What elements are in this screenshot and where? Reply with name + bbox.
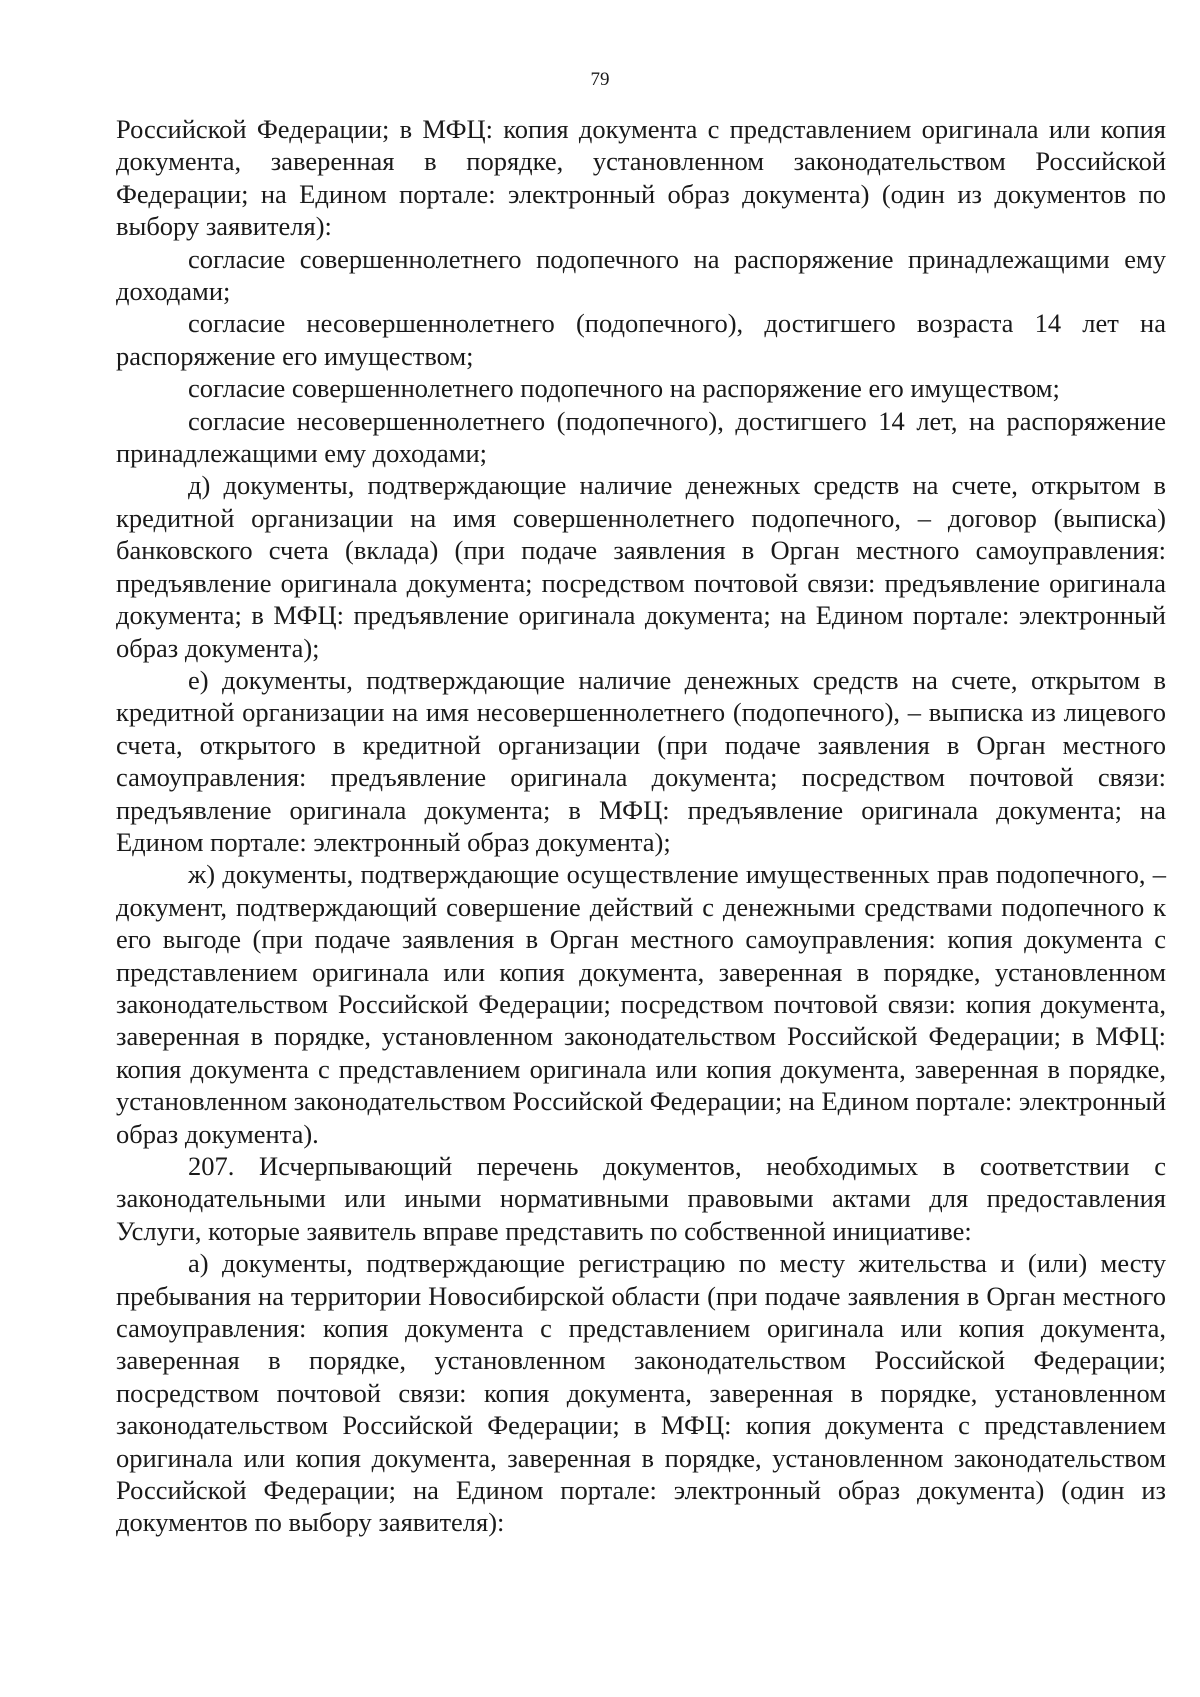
paragraph-item-d: д) документы, подтверждающие наличие денежных средств на счете, открытом в кредитной организации на имя совершеннолетнего подопечного, – договор (выписка) банковского счета (вклада) (при подаче заявления в Орган местного самоуправления: предъявление оригинала документа; посредством почтовой связи: предъявление оригинала документа; в МФЦ: предъявление оригинала документа; на Едином портале: электронный образ документа); — [116, 470, 1166, 663]
paragraph-item-zh: ж) документы, подтверждающие осуществление имущественных прав подопечного, – документ, подтверждающий совершение действий с денежными средствами подопечного к его выгоде (при подаче заявления в Орган местного самоуправления: копия документа с представлением оригинала или копия документа, заверенная в порядке, установленном законодательством Российской Федерации; посредством почтовой связи: копия документа, заверенная в порядке, установленном законодательством Российской Федерации; в МФЦ: копия документа с представлением оригинала или копия документа, заверенная в порядке, установленном законодательством Российской Федерации; на Едином портале: электронный образ документа). — [116, 859, 1166, 1149]
paragraph-consent-minor-property: согласие несовершеннолетнего (подопечного), достигшего возраста 14 лет на распоряжение его имуществом; — [116, 308, 1166, 371]
paragraph-continuation: Российской Федерации; в МФЦ: копия документа с представлением оригинала или копия документа, заверенная в порядке, установленном законодательством Российской Федерации; на Едином портале: электронный образ документа) (один из документов по выбору заявителя): — [116, 114, 1166, 242]
paragraph-consent-adult-income: согласие совершеннолетнего подопечного на распоряжение принадлежащими ему доходами; — [116, 243, 1166, 307]
page-number: 79 — [590, 69, 610, 90]
paragraph-consent-adult-property: согласие совершеннолетнего подопечного на распоряжение его имуществом; — [188, 373, 1060, 404]
document-body — [116, 113, 1166, 1539]
paragraph-clause-207: 207. Исчерпывающий перечень документов, необходимых в соответствии с законодательными или иными нормативными правовыми актами для предоставления Услуги, которые заявитель вправе представить по собственной инициативе: — [116, 1151, 1166, 1246]
paragraph-consent-minor-income: согласие несовершеннолетнего (подопечного), достигшего 14 лет, на распоряжение принадлежащими ему доходами; — [116, 405, 1166, 469]
paragraph-item-e: е) документы, подтверждающие наличие денежных средств на счете, открытом в кредитной организации на имя несовершеннолетнего (подопечного), – выписка из лицевого счета, открытого в кредитной организации (при подаче заявления в Орган местного самоуправления: предъявление оригинала документа; посредством почтовой связи: предъявление оригинала документа; в МФЦ: предъявление оригинала документа; на Едином портале: электронный образ документа); — [116, 664, 1166, 857]
paragraph-item-a: а) документы, подтверждающие регистрацию по месту жительства и (или) месту пребывания на территории Новосибирской области (при подаче заявления в Орган местного самоуправления: копия документа с представлением оригинала или копия документа, заверенная в порядке, установленном законодательством Российской Федерации; посредством почтовой связи: копия документа, заверенная в порядке, установленном законодательством Российской Федерации; в МФЦ: копия документа с представлением оригинала или копия документа, заверенная в порядке, установленном законодательством Российской Федерации; на Едином портале: электронный образ документа) (один из документов по выбору заявителя): — [116, 1248, 1166, 1538]
